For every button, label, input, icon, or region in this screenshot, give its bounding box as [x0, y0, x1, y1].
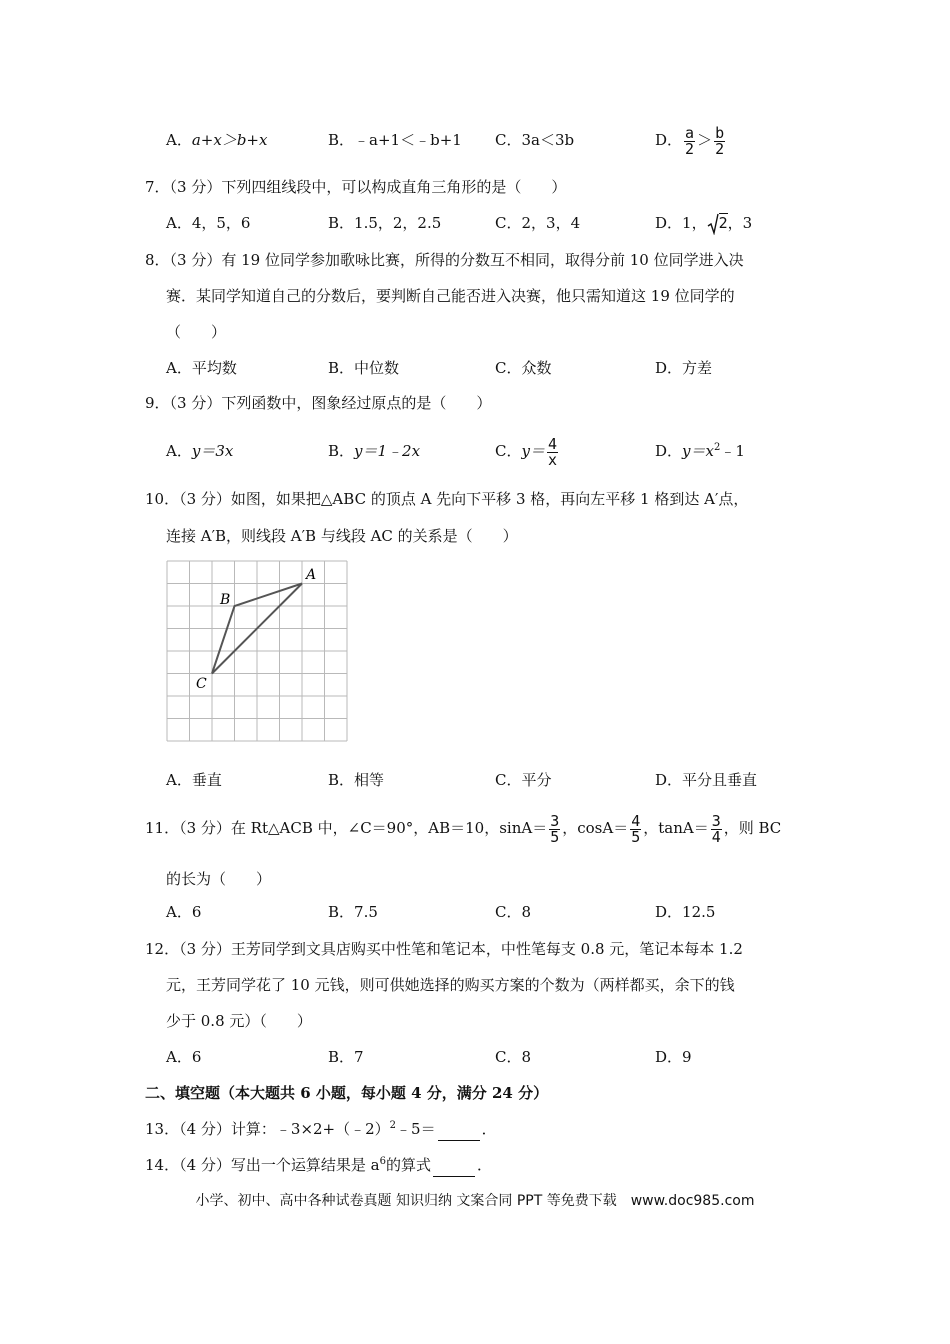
option-text: 平分且垂直	[682, 771, 758, 789]
option-letter: C．	[495, 214, 522, 232]
numerator: 3	[711, 811, 721, 830]
option-text: 中位数	[354, 359, 400, 377]
q11-stem-line1	[145, 804, 781, 852]
exponent: 2	[713, 442, 721, 453]
stem-text: ﹣5＝	[396, 1120, 436, 1138]
q9-option-c	[495, 428, 560, 474]
option-text: ，3	[727, 214, 753, 232]
option-letter: B．	[328, 442, 355, 460]
q11-option-b	[328, 900, 378, 924]
q12-option-d	[655, 1045, 692, 1069]
denominator: x	[547, 450, 557, 469]
q11-option-d	[655, 900, 715, 924]
q9-option-d	[655, 439, 745, 463]
q6-option-d	[655, 118, 727, 162]
q8-option-d	[655, 356, 712, 380]
option-letter: B．	[328, 903, 355, 921]
option-letter: A．	[166, 1048, 192, 1066]
q8-stem-line2: 赛．某同学知道自己的分数后，要判断自己能否进入决赛，他只需知道这 19 位同学的	[166, 287, 735, 305]
option-letter: A．	[166, 442, 192, 460]
numerator: 4	[547, 434, 557, 453]
option-letter: D．	[655, 214, 683, 232]
option-letter: D．	[655, 442, 683, 460]
option-text: 8	[521, 903, 532, 921]
option-text: ﹣a+1＜﹣b+1	[354, 131, 462, 149]
option-text: 3a＜3b	[521, 131, 575, 149]
option-text: 1，	[682, 214, 707, 232]
q12-stem-line2: 元，王芳同学花了 10 元钱，则可供她选择的购买方案的个数为（两样都买，余下的钱	[166, 976, 735, 994]
option-letter: A．	[166, 771, 192, 789]
q8-option-c	[495, 356, 552, 380]
option-letter: B．	[328, 131, 355, 149]
option-letter: B．	[328, 1048, 355, 1066]
q8-option-a	[166, 356, 237, 380]
section-heading: 二、填空题（本大题共 6 小题，每小题 4 分，满分 24 分）	[145, 1084, 549, 1102]
fraction-cos	[630, 811, 641, 846]
sqrt-icon	[707, 211, 728, 235]
option-text: y＝1﹣2x	[354, 442, 421, 460]
q10-grid-figure	[166, 560, 348, 744]
stem-text: 11．（3 分）在 Rt△ACB 中，∠C＝90°，AB＝10，sinA＝	[145, 819, 548, 837]
q7-stem: 7．（3 分）下列四组线段中，可以构成直角三角形的是（ ）	[145, 178, 567, 196]
option-letter: C．	[495, 903, 522, 921]
option-text: ﹣1	[720, 442, 745, 460]
option-text: y＝3x	[191, 442, 234, 460]
numerator: 3	[550, 811, 560, 830]
option-letter: C．	[495, 771, 522, 789]
q10-option-c	[495, 768, 552, 792]
page-footer: 小学、初中、高中各种试卷真题 知识归纳 文案合同 PPT 等免费下载 www.doc985.com	[195, 1193, 755, 1209]
q11-option-a	[166, 900, 201, 924]
option-text: 1.5，2，2.5	[354, 214, 442, 232]
option-letter: A．	[166, 131, 192, 149]
option-letter: D．	[655, 131, 683, 149]
gt-sign: ＞	[697, 131, 713, 149]
option-letter: C．	[495, 359, 522, 377]
stem-text: ，cosA＝	[562, 819, 629, 837]
q13-stem	[145, 1117, 497, 1141]
denominator: 5	[550, 827, 560, 846]
q14-stem	[145, 1153, 492, 1177]
q12-stem-line1: 12．（3 分）王芳同学到文具店购买中性笔和笔记本，中性笔每支 0.8 元，笔记本每本 1.2	[145, 940, 743, 958]
option-text: 8	[521, 1048, 532, 1066]
denominator: 2	[685, 139, 695, 158]
option-letter: D．	[655, 771, 683, 789]
q12-option-a	[166, 1045, 201, 1069]
option-letter: D．	[655, 1048, 683, 1066]
option-letter: C．	[495, 1048, 522, 1066]
q7-option-c	[495, 211, 580, 235]
option-letter: A．	[166, 903, 192, 921]
q7-option-b	[328, 211, 441, 235]
q7-option-d	[655, 211, 752, 235]
q6-option-a	[166, 128, 267, 152]
denominator: 5	[631, 827, 641, 846]
option-text: 6	[191, 1048, 202, 1066]
option-text: 9	[682, 1048, 692, 1066]
q8-stem-line1: 8．（3 分）有 19 位同学参加歌咏比赛，所得的分数互不相同，取得分前 10 位同学进入决	[145, 251, 744, 269]
option-text: 平分	[521, 771, 552, 789]
label-b: B	[220, 592, 231, 608]
option-text: 12.5	[682, 903, 716, 921]
q10-option-d	[655, 768, 757, 792]
fraction	[714, 123, 725, 158]
q12-option-b	[328, 1045, 364, 1069]
q10-option-b	[328, 768, 384, 792]
stem-text: ．	[477, 1156, 493, 1174]
q9-option-b	[328, 439, 420, 463]
option-letter: C．	[495, 131, 522, 149]
numerator: 4	[631, 811, 641, 830]
q10-stem-line1: 10．（3 分）如图，如果把△ABC 的顶点 A 先向下平移 3 格，再向左平移 1 格到达 A′点，	[145, 490, 749, 508]
exponent: 2	[389, 1120, 397, 1131]
q8-stem-line3: （ ）	[166, 323, 227, 341]
option-text: 方差	[682, 359, 713, 377]
option-text: a+x＞b+x	[191, 131, 268, 149]
option-letter: B．	[328, 771, 355, 789]
denominator: 4	[711, 827, 721, 846]
stem-text: ，则 BC	[723, 819, 782, 837]
stem-text: ，tanA＝	[643, 819, 709, 837]
q12-stem-line3: 少于 0.8 元）（ ）	[166, 1012, 312, 1030]
q11-stem-line2: 的长为（ ）	[166, 870, 272, 888]
fraction	[684, 123, 695, 158]
numerator: b	[715, 123, 725, 142]
option-text: 7.5	[354, 903, 378, 921]
q9-option-a	[166, 439, 233, 463]
option-text: 6	[191, 903, 202, 921]
denominator: 2	[715, 139, 725, 158]
option-text: 7	[354, 1048, 364, 1066]
q9-stem: 9．（3 分）下列函数中，图象经过原点的是（ ）	[145, 394, 492, 412]
option-letter: A．	[166, 214, 192, 232]
label-c: C	[196, 676, 207, 692]
answer-blank[interactable]	[433, 1160, 475, 1177]
exponent: 6	[379, 1156, 386, 1167]
fraction	[547, 434, 558, 469]
label-a: A	[306, 567, 317, 583]
option-text: 垂直	[191, 771, 222, 789]
answer-blank[interactable]	[438, 1124, 480, 1141]
q7-option-a	[166, 211, 250, 235]
numerator: a	[685, 123, 695, 142]
stem-text: 14．（4 分）写出一个运算结果是 a	[145, 1156, 380, 1174]
q10-option-a	[166, 768, 222, 792]
option-letter: C．	[495, 442, 522, 460]
option-text: 4，5，6	[191, 214, 251, 232]
stem-text: 的算式	[386, 1156, 432, 1174]
option-text: 相等	[354, 771, 385, 789]
stem-text: ．	[481, 1120, 497, 1138]
q11-option-c	[495, 900, 531, 924]
stem-text: 13．（4 分）计算：﹣3×2+（﹣2）	[145, 1120, 390, 1138]
option-text: y＝x	[682, 442, 714, 460]
q6-option-b	[328, 128, 462, 152]
option-text: 2，3，4	[521, 214, 581, 232]
option-text: y＝	[521, 442, 545, 460]
fraction-sin	[549, 811, 560, 846]
option-letter: A．	[166, 359, 192, 377]
option-text: 平均数	[191, 359, 237, 377]
option-letter: B．	[328, 214, 355, 232]
q10-stem-line2: 连接 A′B，则线段 A′B 与线段 AC 的关系是（ ）	[166, 527, 518, 545]
option-letter: B．	[328, 359, 355, 377]
option-letter: D．	[655, 903, 683, 921]
fraction-tan	[711, 811, 722, 846]
q8-option-b	[328, 356, 399, 380]
option-letter: D．	[655, 359, 683, 377]
option-text: 众数	[521, 359, 552, 377]
radicand: 2	[718, 214, 728, 232]
grid-lines	[167, 561, 347, 741]
q12-option-c	[495, 1045, 531, 1069]
q6-option-c	[495, 128, 574, 152]
